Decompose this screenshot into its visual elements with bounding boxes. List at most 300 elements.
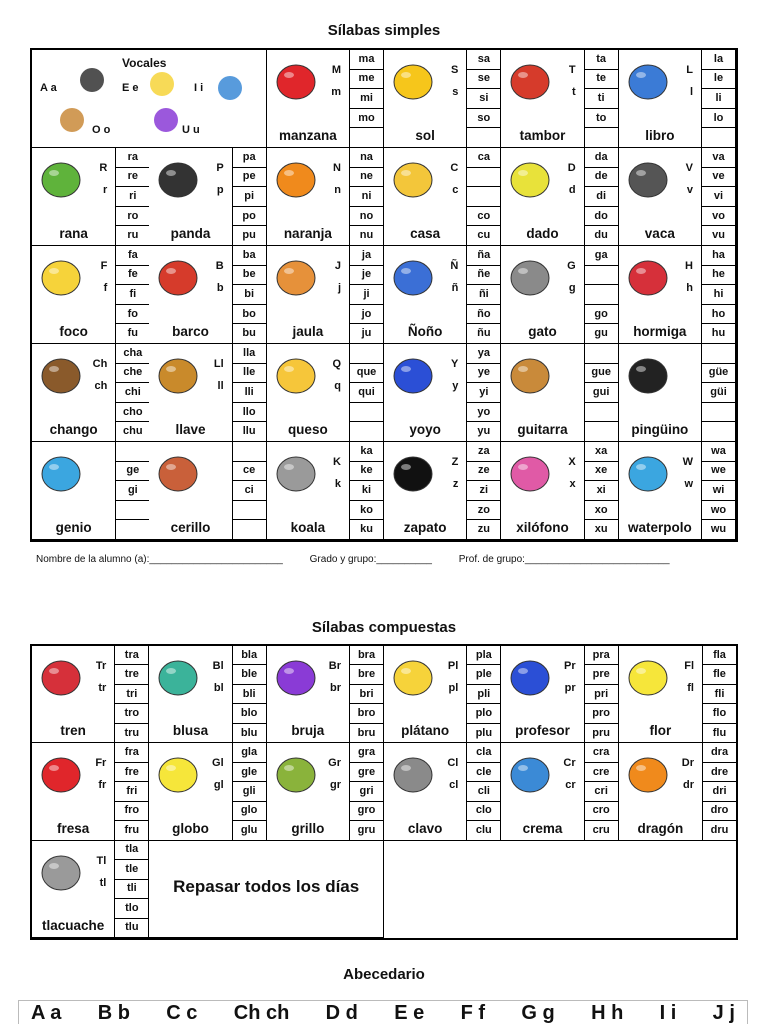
teacher-field[interactable]: Prof. de grupo:__________________________ [458, 554, 670, 565]
syllable: bi [233, 285, 266, 305]
syllable: fro [115, 802, 148, 821]
compound-cell-globo [149, 743, 266, 840]
syllable: go [585, 305, 618, 325]
syllable-column [114, 841, 148, 937]
word-label: vaca [644, 226, 675, 241]
lowercase-letter: z [452, 478, 459, 490]
uppercase-letter: Gl [212, 757, 224, 770]
uppercase-letter: Bl [212, 660, 224, 672]
syllable: chi [116, 383, 149, 403]
vowel-label: E e [122, 82, 139, 94]
lowercase-letter: gl [213, 779, 224, 792]
simple-cell-barco [149, 246, 266, 344]
syllable: la [702, 50, 735, 70]
syllable [233, 442, 266, 462]
guitarra-picture [506, 352, 556, 397]
uppercase-letter: Ch [92, 358, 108, 370]
syllable: za [467, 442, 500, 462]
uppercase-letter: N [333, 162, 341, 174]
syllable [702, 403, 735, 423]
syllable: di [585, 187, 618, 207]
word-label: blusa [172, 723, 209, 739]
syllable: güi [702, 383, 735, 403]
globo-picture [154, 751, 204, 796]
syllable: re [116, 168, 149, 188]
alphabet-letter: H h [591, 1002, 624, 1024]
alphabet-letter: E e [394, 1002, 425, 1024]
syllable-column [584, 148, 618, 245]
syllable: tle [115, 860, 148, 879]
syllable [467, 168, 500, 188]
syllable: ba [233, 246, 266, 266]
syllable-column [349, 743, 383, 839]
syllable: lo [702, 109, 735, 129]
word-label: jaula [292, 324, 324, 339]
compound-cell-grillo [267, 743, 384, 840]
syllable: pro [585, 704, 618, 723]
syllable: ga [585, 246, 618, 266]
lowercase-letter: x [569, 478, 576, 490]
word-label: llave [175, 422, 206, 437]
syllable: bro [350, 704, 383, 723]
vowel-picture [150, 72, 174, 96]
grade-field[interactable]: Grado y grupo:__________ [309, 554, 432, 565]
uppercase-letter: Gr [328, 757, 341, 770]
syllable: wi [702, 481, 735, 501]
lowercase-letter: fl [687, 682, 694, 694]
syllable: ce [233, 462, 266, 482]
syllable [702, 422, 735, 441]
lowercase-letter: p [216, 184, 224, 196]
syllable: cha [116, 344, 149, 364]
alphabet-letter: I i [659, 1002, 677, 1024]
syllable: gle [233, 763, 266, 782]
lowercase-letter: pr [564, 682, 576, 694]
syllable: ka [350, 442, 383, 462]
word-label: queso [287, 422, 328, 437]
syllable: fli [703, 685, 736, 704]
word-label: guitarra [517, 422, 568, 437]
compound-cell-tlacuache [32, 841, 149, 938]
syllable: ta [585, 50, 618, 70]
simple-cell-sol [384, 50, 501, 148]
syllable: do [585, 207, 618, 227]
lowercase-letter: ch [94, 380, 108, 392]
yoyo-picture [389, 352, 439, 397]
word-label: panda [170, 226, 211, 241]
syllable: fra [115, 743, 148, 762]
syllable: güe [702, 364, 735, 384]
uppercase-letter: Fl [684, 660, 694, 672]
syllable: se [467, 70, 500, 90]
waterpolo-picture [624, 450, 674, 495]
syllable: fa [116, 246, 149, 266]
syllable-column [349, 148, 383, 245]
chango-picture [37, 352, 87, 397]
syllable: tlo [115, 899, 148, 918]
syllable: le [702, 70, 735, 90]
syllable: na [350, 148, 383, 168]
syllable: da [585, 148, 618, 168]
llave-picture [154, 352, 204, 397]
simple-cell-genio [32, 442, 149, 540]
uppercase-letter: Pr [564, 660, 576, 672]
word-label: rana [59, 226, 88, 241]
syllable-column [466, 148, 500, 245]
uppercase-letter: F [100, 260, 108, 272]
dado-picture [506, 156, 556, 201]
syllable: cu [477, 229, 491, 242]
lowercase-letter: h [686, 282, 693, 294]
syllable: zi [467, 481, 500, 501]
simple-cell-llave [149, 344, 266, 442]
alphabet-letter: D d [325, 1002, 358, 1024]
word-label: dado [526, 226, 559, 241]
simple-cell-queso [267, 344, 384, 442]
syllable: dri [703, 782, 736, 801]
syllable: dro [703, 802, 736, 821]
lowercase-letter: m [331, 86, 341, 98]
simple-syllables-grid [30, 48, 738, 542]
uppercase-letter: X [568, 456, 576, 468]
lowercase-letter: bl [213, 682, 224, 694]
uppercase-letter: V [685, 162, 693, 174]
syllable: ju [361, 327, 372, 340]
word-label: globo [172, 820, 209, 836]
syllable: lla [233, 344, 266, 364]
syllable-column [349, 442, 383, 539]
syllable-column [232, 148, 266, 245]
syllable: llu [242, 425, 256, 438]
syllable: gla [233, 743, 266, 762]
lowercase-letter: g [568, 282, 576, 294]
simple-cell-xilófono [501, 442, 618, 540]
simple-cell-zapato [384, 442, 501, 540]
lowercase-letter: tr [98, 682, 107, 694]
pingüino-picture [624, 352, 674, 397]
syllable: gre [350, 763, 383, 782]
uppercase-letter: Tr [95, 660, 107, 672]
lowercase-letter: n [334, 184, 341, 196]
lowercase-letter: fr [98, 779, 107, 792]
syllable-column [702, 743, 736, 839]
simple-cell-gato [501, 246, 618, 344]
syllable: ve [702, 168, 735, 188]
syllable: ñe [467, 266, 500, 286]
simple-cell-waterpolo [619, 442, 736, 540]
uppercase-letter: Tl [96, 854, 107, 867]
syllable: du [594, 229, 608, 242]
word-label: dragón [637, 820, 684, 836]
lowercase-letter: c [452, 184, 459, 196]
word-label: pingüino [631, 422, 689, 437]
uppercase-letter: L [686, 64, 693, 76]
genio-picture [37, 450, 87, 495]
syllable: xi [585, 481, 618, 501]
syllable: pri [585, 685, 618, 704]
syllable: ca [467, 148, 500, 168]
plátano-picture [389, 654, 439, 699]
lowercase-letter: gr [330, 779, 341, 792]
syllable: ple [467, 665, 500, 684]
empty-cell [501, 841, 618, 938]
tren-picture [37, 654, 87, 699]
compound-title: Sílabas compuestas [311, 619, 457, 636]
syllable [585, 403, 618, 423]
syllable-column [349, 646, 383, 742]
syllable: gro [350, 802, 383, 821]
word-label: grillo [291, 820, 325, 836]
word-label: xilófono [516, 520, 569, 535]
syllable: ti [585, 89, 618, 109]
syllable: cru [592, 823, 610, 836]
word-label: tlacuache [42, 918, 105, 933]
lowercase-letter: s [452, 86, 459, 98]
syllable-column [466, 743, 500, 839]
syllable-column [466, 442, 500, 539]
syllable-column [114, 646, 148, 742]
lowercase-letter: dr [683, 779, 694, 792]
lowercase-letter: q [334, 380, 341, 392]
syllable: ñu [477, 327, 491, 340]
barco-picture [154, 254, 204, 299]
syllable: gri [350, 782, 383, 801]
syllable [350, 344, 383, 364]
syllable: xa [585, 442, 618, 462]
syllable-column [584, 246, 618, 343]
simple-cell-dado [501, 148, 618, 246]
syllable: cro [585, 802, 618, 821]
word-label: barco [172, 324, 209, 339]
bruja-picture [272, 654, 322, 699]
compound-cell-blusa [149, 646, 266, 743]
syllable-column [584, 743, 618, 839]
syllable-column [584, 646, 618, 742]
syllable: che [116, 364, 149, 384]
syllable-column [115, 442, 149, 539]
syllable: pa [233, 148, 266, 168]
simple-cell-pingüino [619, 344, 736, 442]
student-name-field[interactable]: Nombre de la alumno (a):________________________ [36, 554, 283, 565]
simple-cell-rana [32, 148, 149, 246]
lowercase-letter: ñ [451, 282, 459, 294]
syllable: fu [127, 327, 139, 340]
syllable-column [232, 344, 266, 441]
syllable [350, 128, 383, 147]
casa-picture [389, 156, 439, 201]
simple-cell-guitarra [501, 344, 618, 442]
syllable: ra [116, 148, 149, 168]
syllable [585, 266, 618, 286]
foco-picture [37, 254, 87, 299]
simple-cell-tambor [501, 50, 618, 148]
syllable: je [350, 266, 383, 286]
lowercase-letter: b [216, 282, 224, 294]
simple-cell-casa [384, 148, 501, 246]
syllable: mo [350, 109, 383, 129]
word-label: koala [290, 520, 326, 535]
compound-cell-profesor [501, 646, 618, 743]
syllable: cle [467, 763, 500, 782]
compound-cell-plátano [384, 646, 501, 743]
lowercase-letter: pl [448, 682, 459, 694]
lowercase-letter: d [568, 184, 576, 196]
alphabet-letter: G g [521, 1002, 555, 1024]
syllable: pe [233, 168, 266, 188]
syllable [233, 520, 266, 539]
uppercase-letter: Ll [213, 358, 224, 370]
lowercase-letter: br [330, 682, 341, 694]
simple-cell-panda [149, 148, 266, 246]
compound-cell-crema [501, 743, 618, 840]
syllable: fo [116, 305, 149, 325]
syllable: bre [350, 665, 383, 684]
uppercase-letter: Pl [447, 660, 459, 672]
simple-cell-jaula [267, 246, 384, 344]
syllable: tro [115, 704, 148, 723]
syllable: blu [240, 726, 258, 739]
syllable: yi [467, 383, 500, 403]
uppercase-letter: T [568, 64, 576, 76]
compound-cell-flor [619, 646, 736, 743]
word-label: Ñoño [407, 324, 443, 339]
syllable: gu [594, 327, 608, 340]
syllable: clu [475, 823, 492, 836]
syllable: tra [115, 646, 148, 665]
vowels-title: Vocales [122, 56, 167, 70]
syllable [702, 344, 735, 364]
word-label: casa [410, 226, 441, 241]
syllable: cho [116, 403, 149, 423]
syllable [467, 187, 500, 207]
flor-picture [624, 654, 674, 699]
syllable: ye [467, 364, 500, 384]
alphabet-letter: F f [460, 1002, 486, 1024]
uppercase-letter: M [331, 64, 341, 76]
syllable: cre [585, 763, 618, 782]
compound-cell-fresa [32, 743, 149, 840]
syllable: pre [585, 665, 618, 684]
uppercase-letter: Q [332, 358, 341, 370]
syllable-column [701, 50, 735, 147]
syllable: ñi [467, 285, 500, 305]
tambor-picture [506, 58, 556, 103]
simple-cell-cerillo [149, 442, 266, 540]
syllable: dre [703, 763, 736, 782]
syllable-column [466, 50, 500, 147]
syllable: ña [467, 246, 500, 266]
syllable: qui [350, 383, 383, 403]
simple-cell-vaca [619, 148, 736, 246]
grillo-picture [272, 751, 322, 796]
syllable: ji [350, 285, 383, 305]
syllable-column [115, 148, 149, 245]
syllable: glo [233, 802, 266, 821]
syllable: va [702, 148, 735, 168]
syllable: yo [467, 403, 500, 423]
alphabet-letter: A a [31, 1002, 62, 1024]
uppercase-letter: Cr [563, 757, 576, 770]
syllable: ze [467, 462, 500, 482]
syllable: bu [242, 327, 256, 340]
empty-cell [619, 841, 736, 938]
syllable: tre [115, 665, 148, 684]
lowercase-letter: j [337, 282, 341, 294]
syllable: mi [350, 89, 383, 109]
syllable: tli [115, 880, 148, 899]
uppercase-letter: Dr [681, 757, 694, 770]
compound-cell-bruja [267, 646, 384, 743]
syllable-column [584, 50, 618, 147]
syllable: wo [702, 501, 735, 521]
uppercase-letter: G [567, 260, 576, 272]
word-label: profesor [515, 723, 570, 739]
koala-picture [272, 450, 322, 495]
fresa-picture [37, 751, 87, 796]
syllable-column [701, 246, 735, 343]
syllable-column [349, 50, 383, 147]
syllable: que [350, 364, 383, 384]
uppercase-letter: K [333, 456, 341, 468]
uppercase-letter: B [215, 260, 224, 272]
word-label: plátano [401, 723, 450, 739]
uppercase-letter: Ñ [450, 260, 459, 272]
lowercase-letter: v [686, 184, 693, 196]
word-label: waterpolo [627, 520, 692, 535]
syllable: flo [703, 704, 736, 723]
simple-cell-hormiga [619, 246, 736, 344]
simple-cell-naranja [267, 148, 384, 246]
uppercase-letter: P [216, 162, 224, 174]
syllable: pra [585, 646, 618, 665]
syllable: lle [233, 364, 266, 384]
simple-cell-koala [267, 442, 384, 540]
lowercase-letter: y [452, 380, 459, 392]
vowel-picture [60, 108, 84, 132]
uppercase-letter: W [682, 456, 693, 468]
syllable: blo [233, 704, 266, 723]
syllable: li [702, 89, 735, 109]
syllable: ke [350, 462, 383, 482]
lowercase-letter: cr [565, 779, 576, 792]
alphabet-letter: C c [166, 1002, 198, 1024]
syllable: pu [242, 229, 256, 242]
vowel-picture [80, 68, 104, 92]
syllable-column [701, 442, 735, 539]
syllable: hi [702, 285, 735, 305]
syllable: ne [350, 168, 383, 188]
syllable: bra [350, 646, 383, 665]
syllable [116, 442, 149, 462]
libro-picture [624, 58, 674, 103]
vowel-label: U u [182, 124, 200, 136]
syllable-column [115, 246, 149, 343]
syllable: ri [116, 187, 149, 207]
xilófono-picture [506, 450, 556, 495]
sol-picture [389, 58, 439, 103]
cerillo-picture [154, 450, 204, 495]
syllable: vu [712, 229, 725, 242]
uppercase-letter: Y [450, 358, 459, 370]
syllable: ble [233, 665, 266, 684]
word-label: naranja [283, 226, 332, 241]
word-label: crema [522, 820, 563, 836]
simple-cell-foco [32, 246, 149, 344]
syllable: pla [467, 646, 500, 665]
lowercase-letter: cl [449, 779, 459, 792]
dragón-picture [624, 751, 674, 796]
syllable: jo [350, 305, 383, 325]
